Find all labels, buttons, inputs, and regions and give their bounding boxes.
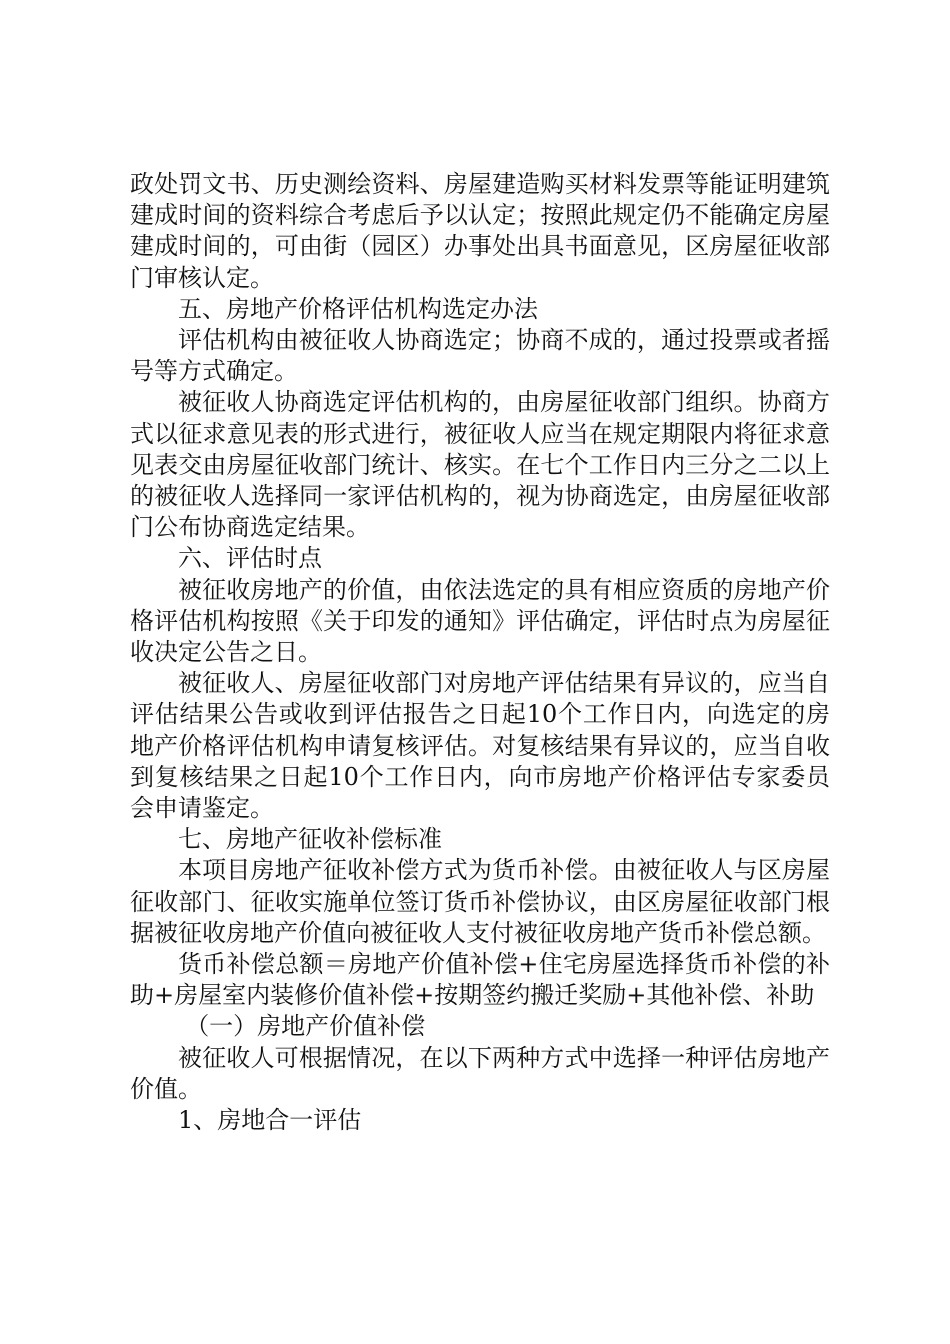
paragraph-continuation: 政处罚文书、历史测绘资料、房屋建造购买材料发票等能证明建筑建成时间的资料综合考虑后予以认定；按照此规定仍不能确定房屋建成时间的，可由街（园区）办事处出具书面意见，区房屋征收部门审核认定。 <box>130 170 830 292</box>
subsection-heading: （一）房地产价值补偿 <box>185 1012 426 1041</box>
paragraph: 被征收人、房屋征收部门对房地产评估结果有异议的，应当自评估结果公告或收到评估报告之日起10个工作日内，向选定的房地产价格评估机构申请复核评估。对复核结果有异议的，应当自收到复核结果之日起10个工作日内，向市房地产价格评估专家委员会申请鉴定。 <box>130 669 830 823</box>
paragraph: 被征收人可根据情况，在以下两种方式中选择一种评估房地产价值。 <box>130 1043 830 1103</box>
paragraph: 被征收人协商选定评估机构的，由房屋征收部门组织。协商方式以征求意见表的形式进行，被征收人应当在规定期限内将征求意见表交由房屋征收部门统计、核实。在七个工作日内三分之二以上的被征收人选择同一家评估机构的，视为协商选定，由房屋征收部门公布协商选定结果。 <box>130 388 830 542</box>
paragraph: 评估机构由被征收人协商选定；协商不成的，通过投票或者摇号等方式确定。 <box>130 326 830 386</box>
paragraph: 本项目房地产征收补偿方式为货币补偿。由被征收人与区房屋征收部门、征收实施单位签订货币补偿协议，由区房屋征收部门根据被征收房地产价值向被征收人支付被征收房地产货币补偿总额。 <box>130 856 830 947</box>
item-heading: 1、房地合一评估 <box>178 1106 362 1135</box>
section-heading-seven: 七、房地产征收补偿标准 <box>178 825 442 854</box>
section-heading-six: 六、评估时点 <box>178 544 322 573</box>
paragraph: 被征收房地产的价值，由依法选定的具有相应资质的房地产价格评估机构按照《关于印发的通知》评估确定，评估时点为房屋征收决定公告之日。 <box>130 575 830 667</box>
paragraph: 货币补偿总额＝房地产价值补偿+住宅房屋选择货币补偿的补助+房屋室内装修价值补偿+按期签约搬迁奖励+其他补偿、补助 <box>130 950 830 1010</box>
section-heading-five: 五、房地产价格评估机构选定办法 <box>178 294 538 323</box>
document-body <box>130 169 830 1136</box>
